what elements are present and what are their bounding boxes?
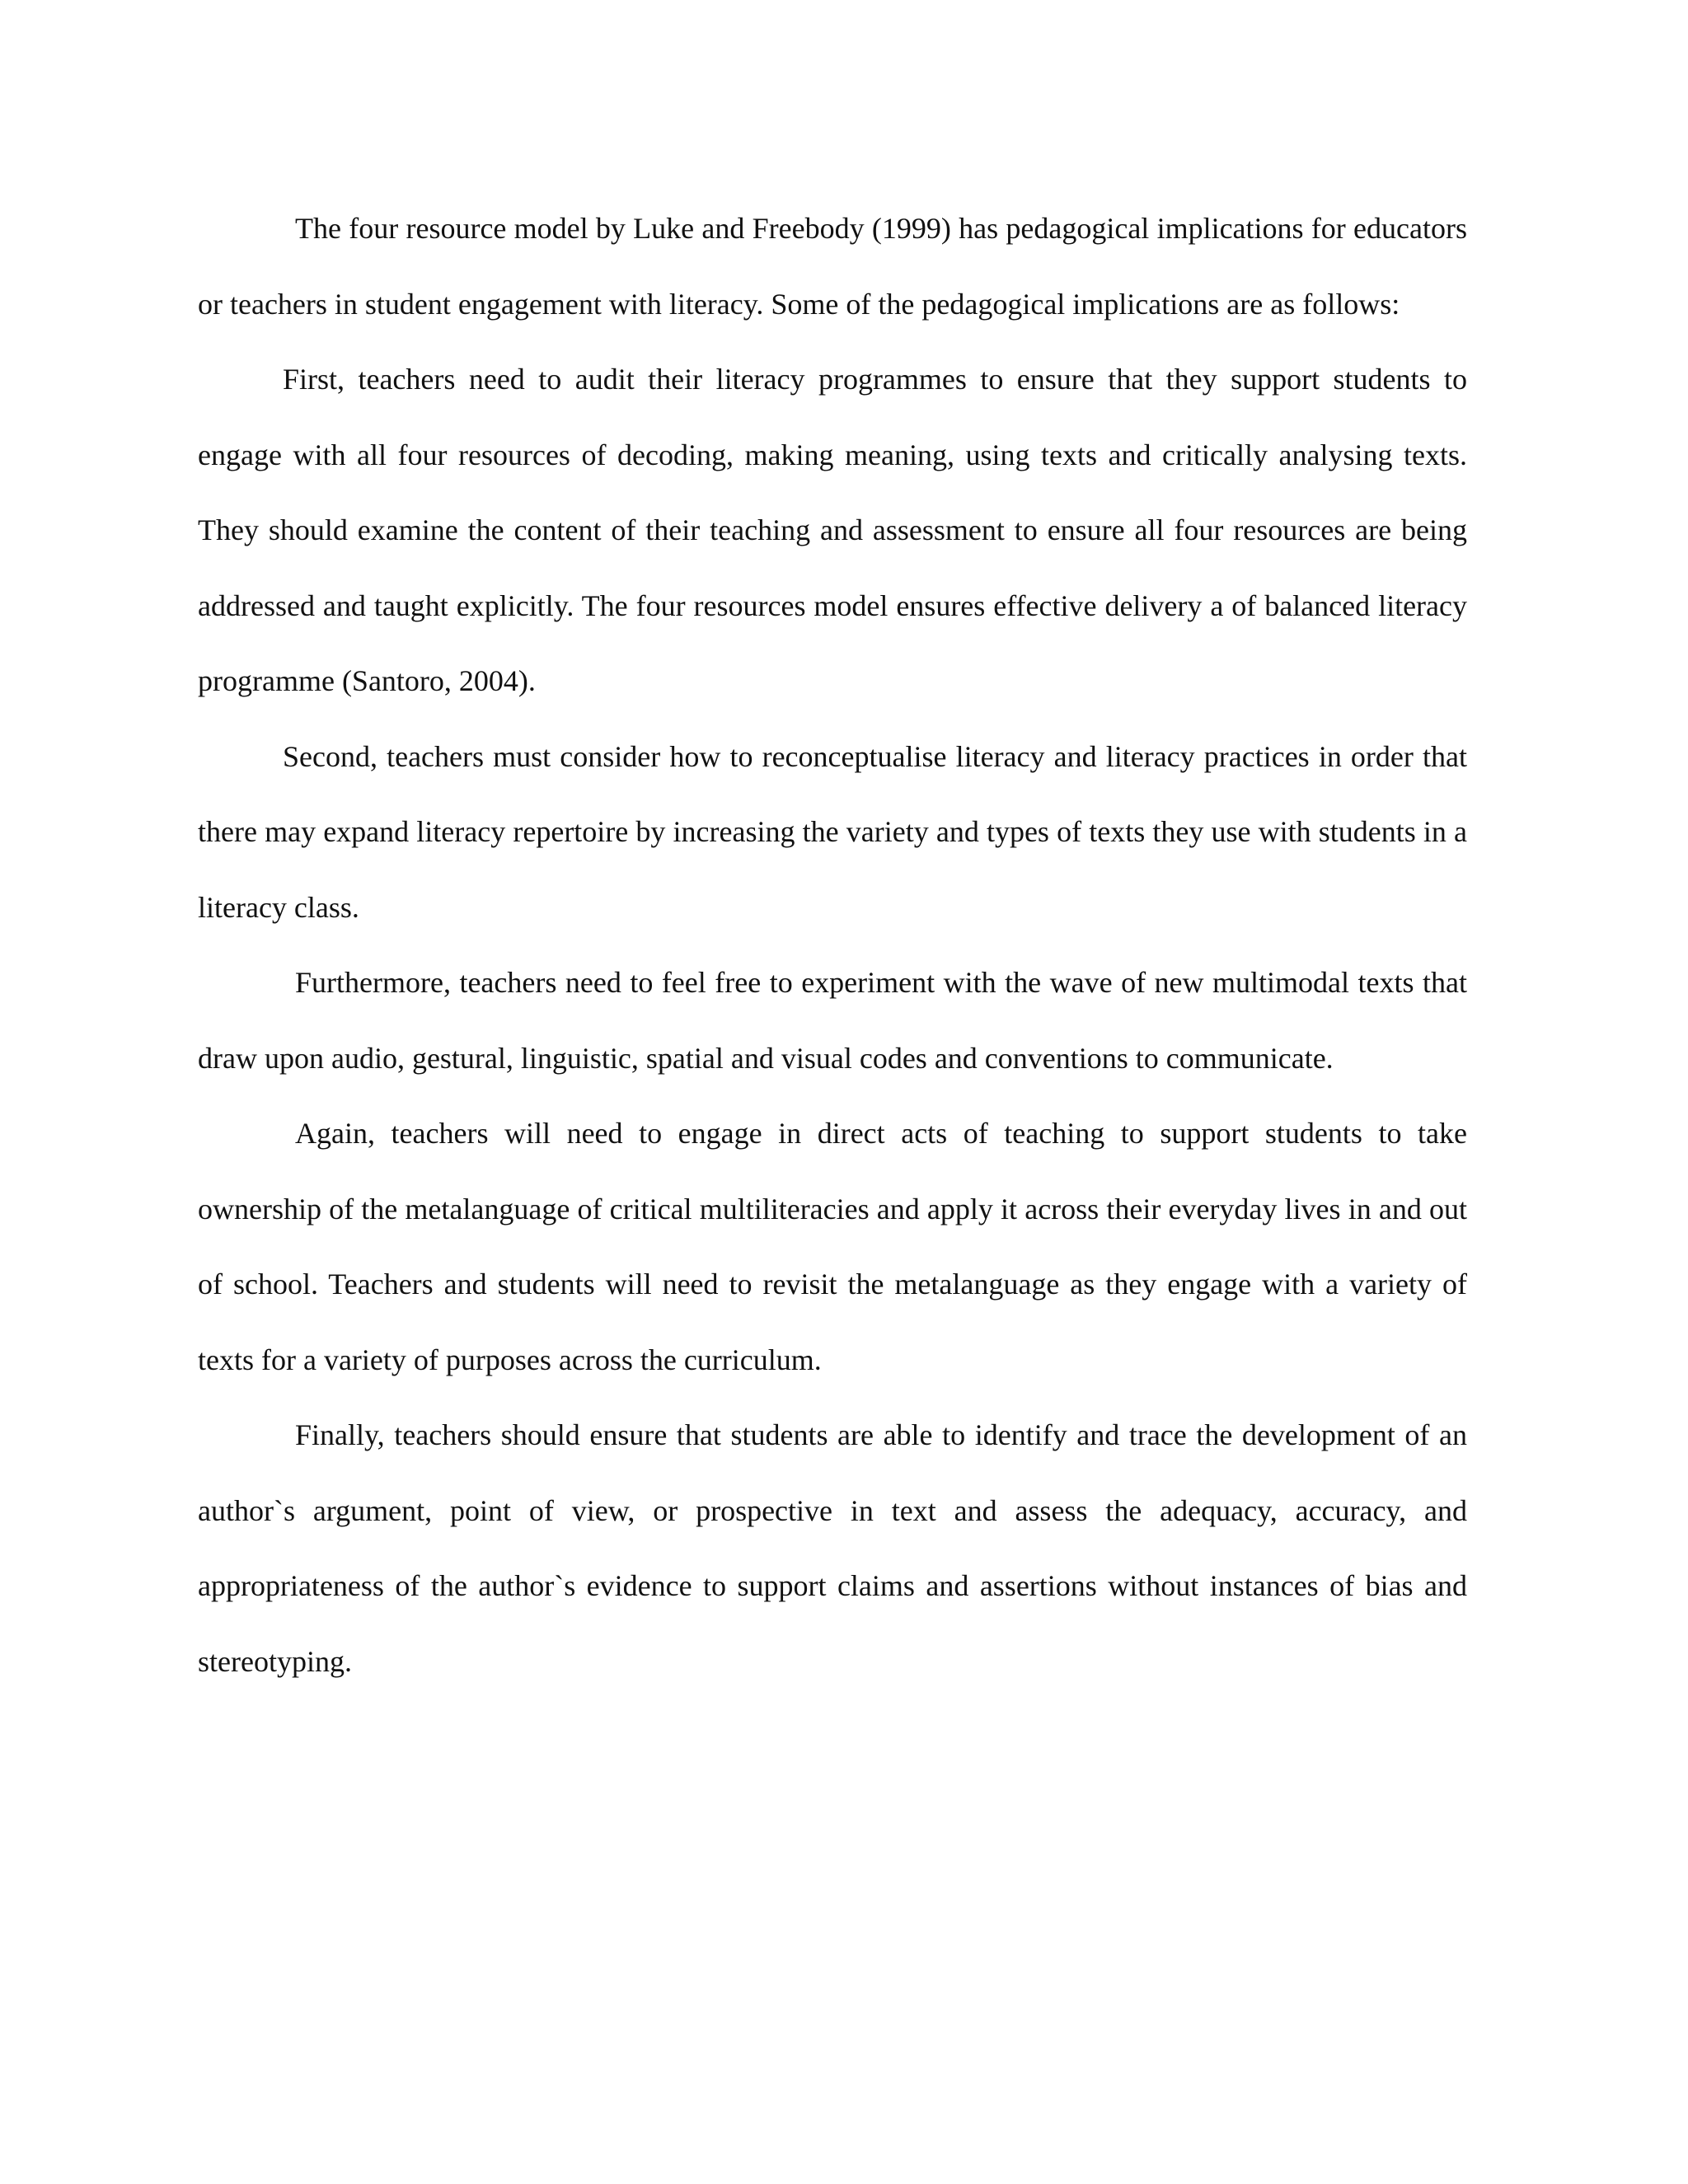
paragraph-finally: Finally, teachers should ensure that students are able to identify and trace the development of an author`s argument, point of view, or prospective in text and assess the adequacy, accuracy, and appropriateness of the author`s evidence to support claims and assertions without instances of bias and stereotyping.: [198, 1418, 1467, 1678]
paragraph-furthermore: Furthermore, teachers need to feel free to experiment with the wave of new multimodal texts that draw upon audio, gestural, linguistic, spatial and visual codes and conventions to communicate.: [198, 966, 1467, 1075]
paragraph-second: Second, teachers must consider how to reconceptualise literacy and literacy practices in order that there may expand literacy repertoire by increasing the variety and types of texts they use with students in a literacy class.: [198, 739, 1467, 924]
paragraph-intro: The four resource model by Luke and Freebody (1999) has pedagogical implications for educators or teachers in student engagement with literacy. Some of the pedagogical implications are as follows:: [198, 212, 1467, 321]
paragraph-again: Again, teachers will need to engage in direct acts of teaching to support students to take ownership of the metalanguage of critical multiliteracies and apply it across their everyday lives in and out of school. Teachers and students will need to revisit the metalanguage as they engage with a variety of texts for a variety of purposes across the curriculum.: [198, 1117, 1467, 1376]
document-body: [198, 191, 1467, 1699]
paragraph-first: First, teachers need to audit their literacy programmes to ensure that they support students to engage with all four resources of decoding, making meaning, using texts and critically analysing texts. They should examine the content of their teaching and assessment to ensure all four resources are being addressed and taught explicitly. The four resources model ensures effective delivery a of balanced literacy programme (Santoro, 2004).: [198, 363, 1467, 697]
